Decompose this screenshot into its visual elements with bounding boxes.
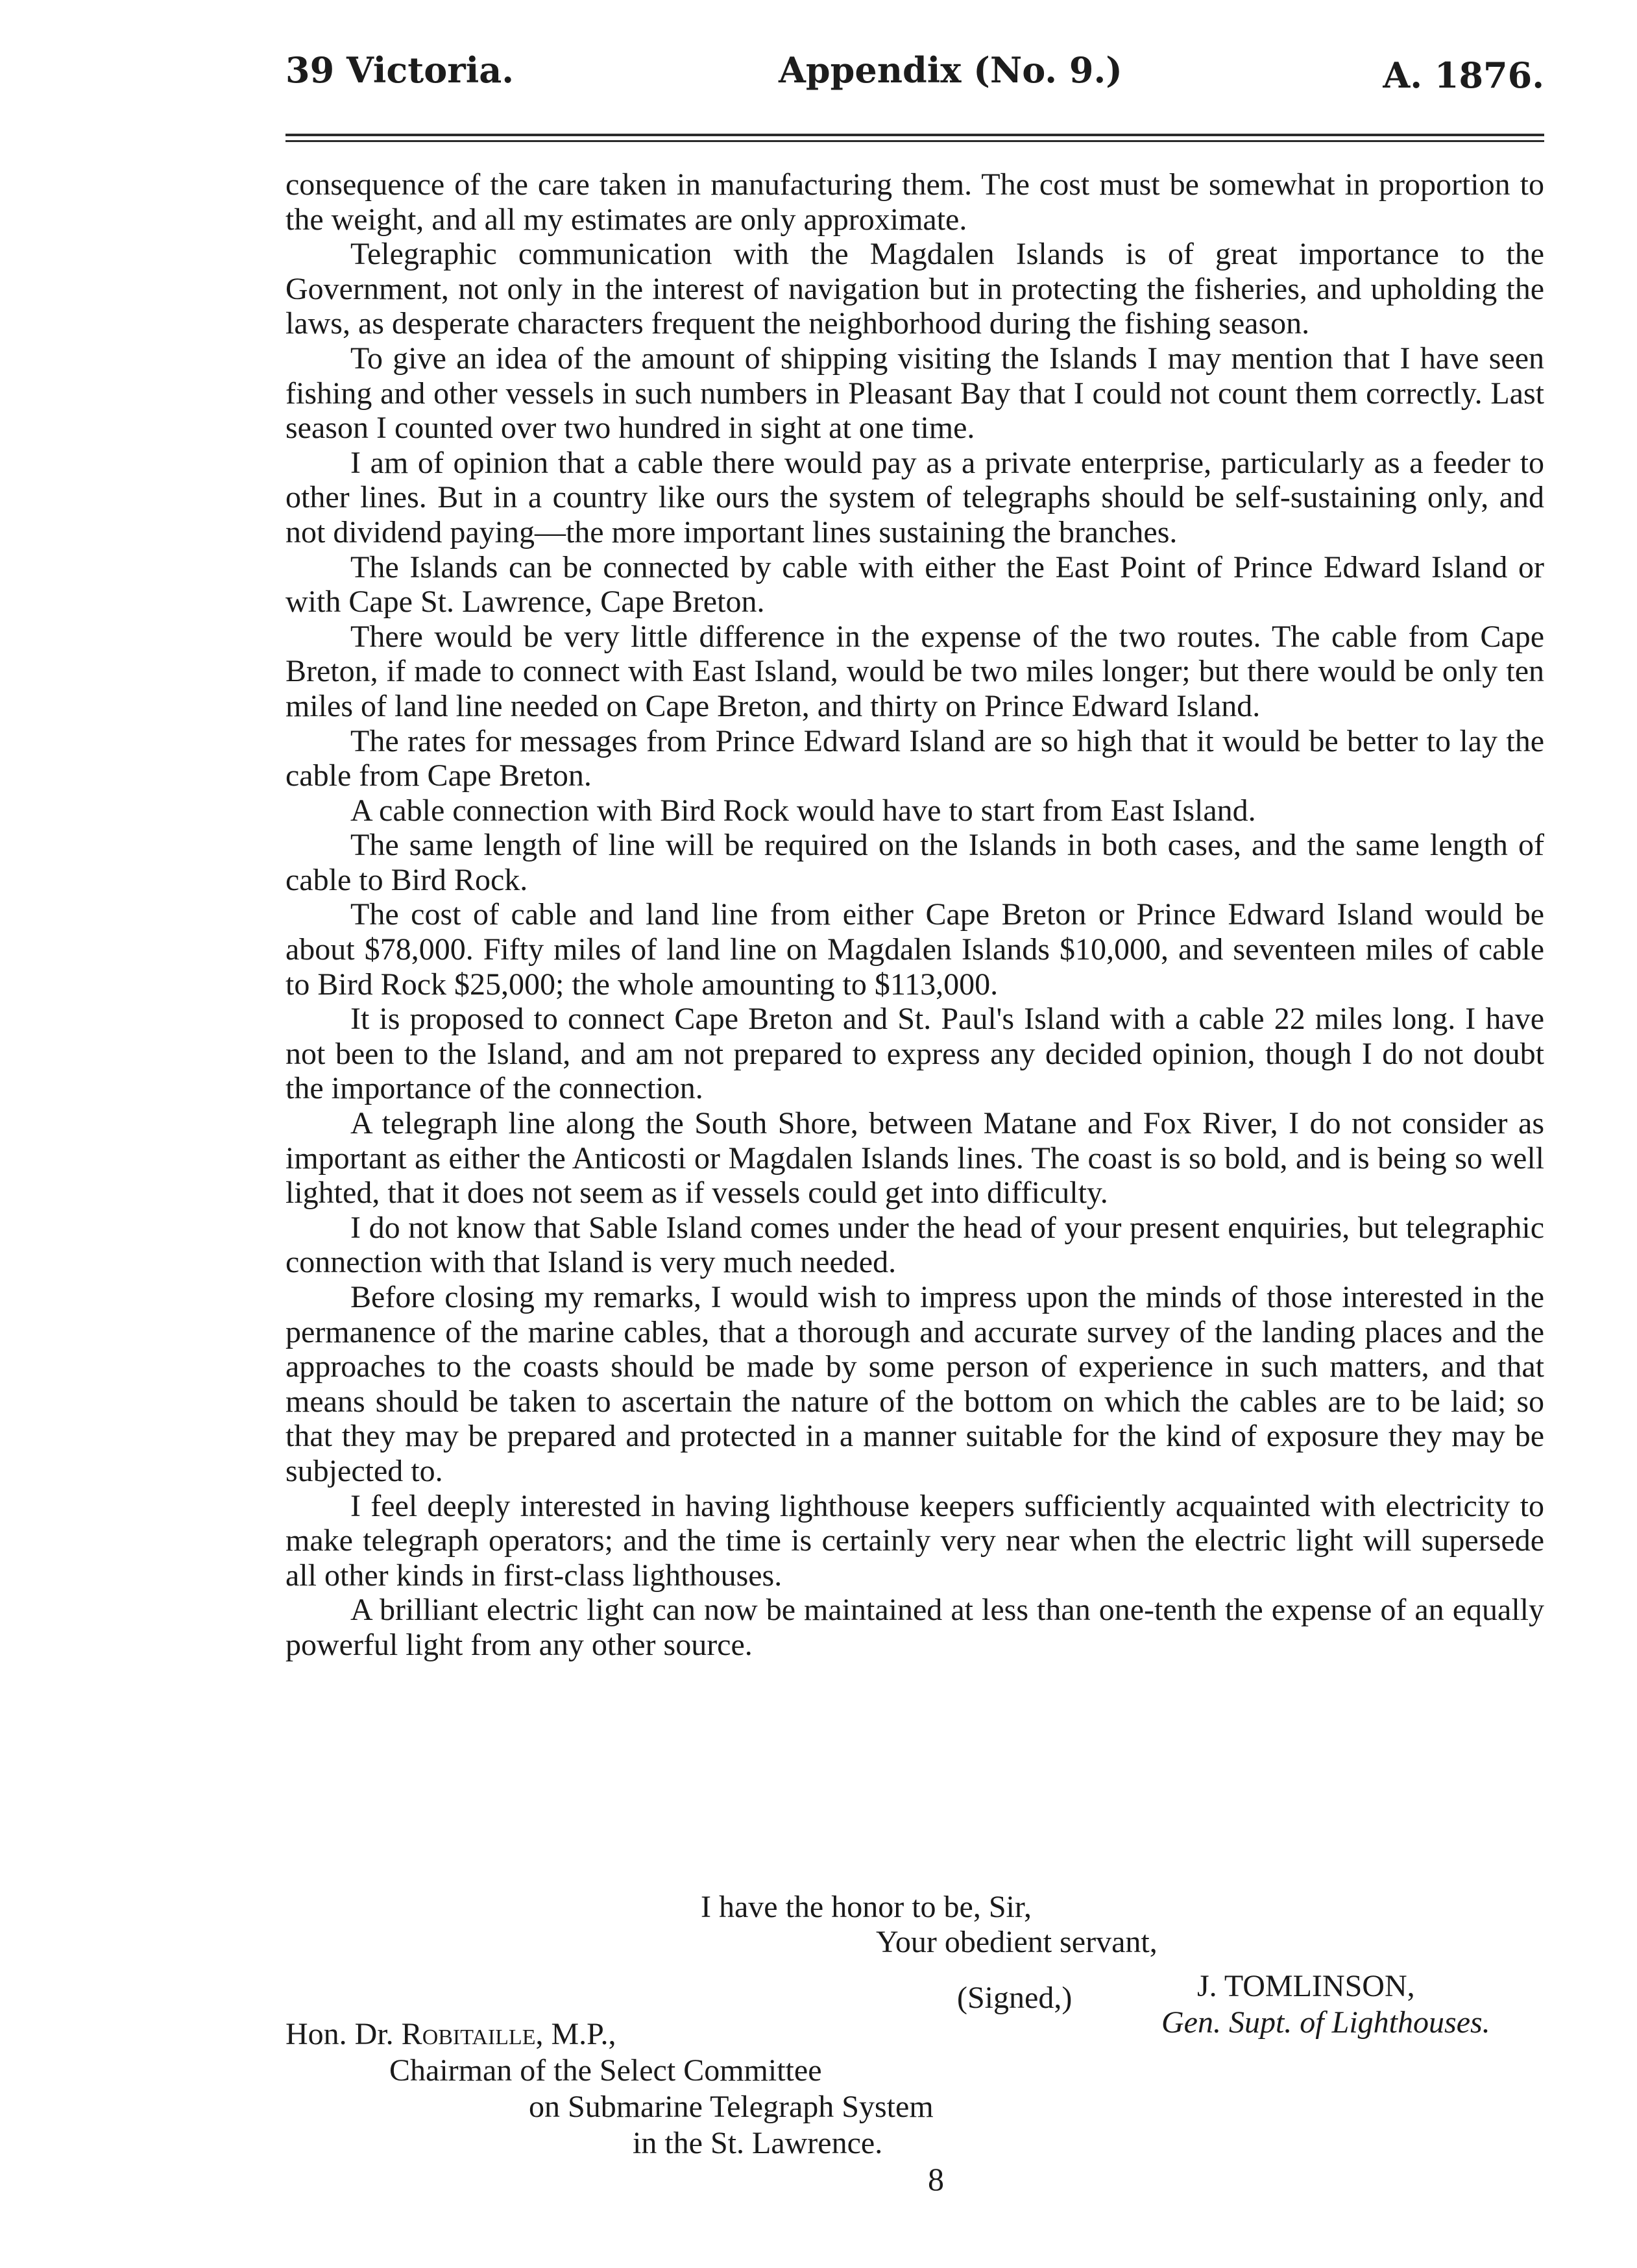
closing-servant: Your obedient servant, xyxy=(876,1925,1158,1959)
addressee-committee: on Submarine Telegraph System xyxy=(529,2090,934,2124)
header-session: 39 Victoria. xyxy=(285,49,515,91)
paragraph: consequence of the care taken in manufacturing them. The cost must be somewhat in proportion to the weight, and all my estimates are only approximate. xyxy=(285,167,1544,237)
page-number: 8 xyxy=(928,2161,944,2197)
paragraph: Before closing my remarks, I would wish to impress upon the minds of those interested in the permanence of the marine cables, that a thorough and accurate survey of the landing places and the approaches to the coasts should be made by some person of experience in such matters, and that means should be taken to ascertain the nature of the bottom on which the cables are to be laid; so that they may be prepared and protected in a manner suitable for the kind of exposure they may be subjected to. xyxy=(285,1280,1544,1488)
addressee-location: in the St. Lawrence. xyxy=(633,2126,883,2160)
closing-salutation: I have the honor to be, Sir, xyxy=(701,1890,1032,1924)
header-appendix: Appendix (No. 9.) xyxy=(779,49,1122,91)
addressee-surname: Robitaille xyxy=(401,2017,536,2051)
signed-marker: (Signed,) xyxy=(957,1981,1073,2015)
paragraph: The rates for messages from Prince Edward Island are so high that it would be better to lay the cable from Cape Breton. xyxy=(285,723,1544,793)
paragraph: I feel deeply interested in having lighthouse keepers sufficiently acquainted with electricity to make telegraph operators; and the time is certainly very near when the electric light will supersede all other kinds in first-class lighthouses. xyxy=(285,1488,1544,1593)
page-header xyxy=(285,40,1544,112)
paragraph: A telegraph line along the South Shore, between Matane and Fox River, I do not consider as important as either the Anticosti or Magdalen Islands lines. The coast is so bold, and is being so well lighted, that it does not seem as if vessels could get into difficulty. xyxy=(285,1106,1544,1211)
signer-title: Gen. Supt. of Lighthouses. xyxy=(1161,2005,1490,2040)
paragraph: To give an idea of the amount of shipping visiting the Islands I may mention that I have seen fishing and other vessels in such numbers in Pleasant Bay that I could not count them correctly. Last season I counted over two hundred in sight at one time. xyxy=(285,341,1544,446)
paragraph: I do not know that Sable Island comes under the head of your present enquiries, but telegraphic connection with that Island is very much needed. xyxy=(285,1210,1544,1280)
paragraph: A brilliant electric light can now be maintained at less than one-tenth the expense of an equally powerful light from any other source. xyxy=(285,1593,1544,1662)
paragraph: The cost of cable and land line from either Cape Breton or Prince Edward Island would be about $78,000. Fifty miles of land line on Magdalen Islands $10,000, and seventeen miles of cable to Bird Rock $25,000; the whole amounting to $113,000. xyxy=(285,897,1544,1002)
paragraph: The Islands can be connected by cable with either the East Point of Prince Edward Island or with Cape St. Lawrence, Cape Breton. xyxy=(285,549,1544,620)
addressee-name xyxy=(285,2016,616,2052)
addressee-role: Chairman of the Select Committee xyxy=(389,2053,822,2088)
signer-name: J. TOMLINSON, xyxy=(1197,1969,1415,2003)
header-rule-thick xyxy=(285,134,1544,136)
letter-body xyxy=(285,167,1544,1663)
paragraph: There would be very little difference in the expense of the two routes. The cable from Cape Breton, if made to connect with East Island, would be two miles longer; but there would be only ten miles of land line needed on Cape Breton, and thirty on Prince Edward Island. xyxy=(285,619,1544,723)
paragraph: A cable connection with Bird Rock would have to start from East Island. xyxy=(350,793,1256,828)
paragraph: It is proposed to connect Cape Breton and St. Paul's Island with a cable 22 miles long. I have not been to the Island, and am not prepared to express any decided opinion, though I do not doubt the importance of the connection. xyxy=(285,1002,1544,1106)
paragraph: I am of opinion that a cable there would pay as a private enterprise, particularly as a feeder to other lines. But in a country like ours the system of telegraphs should be self-sustaining only, and not dividend paying—the more important lines sustaining the branches. xyxy=(285,445,1544,549)
header-rule-thin xyxy=(285,140,1544,142)
header-year: A. 1876. xyxy=(1383,54,1544,96)
addressee-suffix: , M.P., xyxy=(535,2017,616,2051)
paragraph: Telegraphic communication with the Magdalen Islands is of great importance to the Government, not only in the interest of navigation but in protecting the fisheries, and upholding the laws, as desperate characters frequent the neighborhood during the fishing season. xyxy=(285,237,1544,341)
addressee-prefix: Hon. Dr. xyxy=(285,2017,402,2051)
paragraph: The same length of line will be required on the Islands in both cases, and the same length of cable to Bird Rock. xyxy=(285,828,1544,897)
